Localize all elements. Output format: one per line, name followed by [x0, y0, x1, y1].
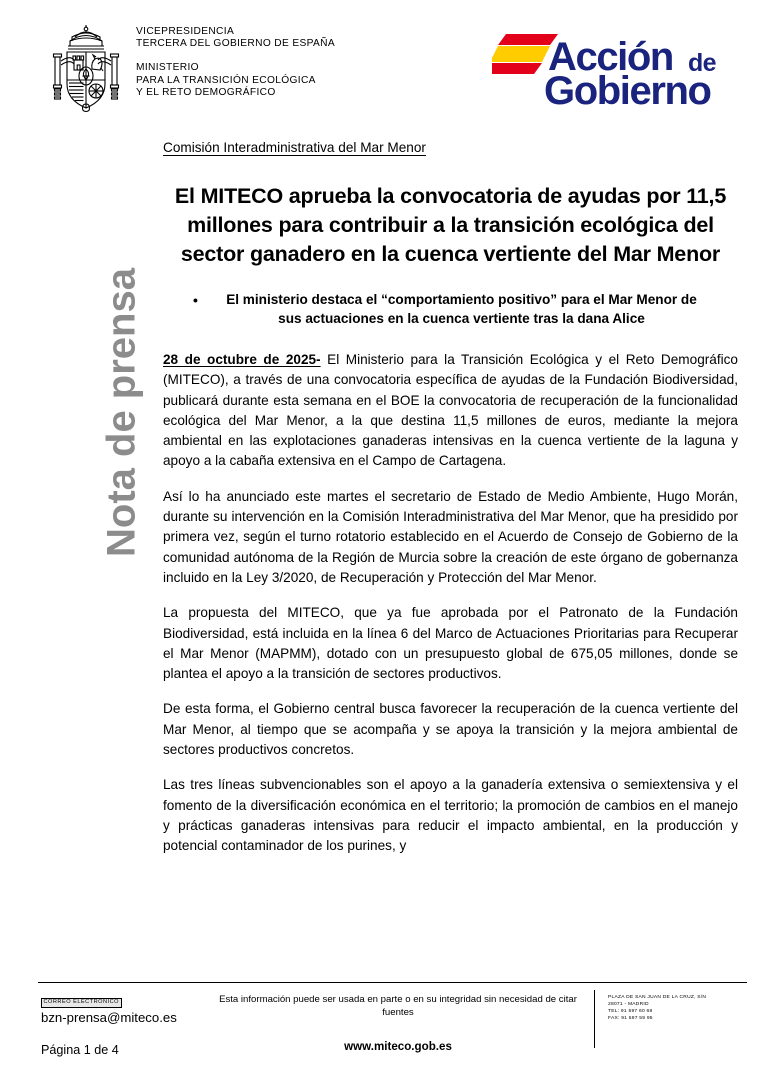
address-line: FAX: 91 597 59 95 — [608, 1016, 653, 1022]
body-paragraph: Así lo ha anunciado este martes el secretario de Estado de Medio Ambiente, Hugo Morán, durante su intervención en la Comisión Interadministrativa del Mar Menor, que ha presidido por primera vez, según el turno rotatorio establecido en el Acuerdo de Consejo de Gobierno de la comunidad autónoma de la Región de Murcia sobre la creación de este órgano de gobernanza incluido en la Ley 3/2020, de Recuperación y Protección del Mar Menor. — [163, 488, 738, 585]
svg-text:Acción: Acción — [548, 35, 673, 79]
footer-vertical-divider — [594, 990, 595, 1048]
ministry-line: MINISTERIO — [136, 62, 199, 74]
document-footer — [38, 990, 747, 1070]
ministry-line: PARA LA TRANSICIÓN ECOLÓGICA — [136, 74, 316, 86]
address-line: 28071 - MADRID — [608, 1002, 649, 1008]
footer-divider-rule — [38, 982, 747, 983]
accion-de-gobierno-logo — [492, 28, 747, 108]
ministry-line: VICEPRESIDENCIA — [136, 26, 235, 37]
vertical-nota-de-prensa-label: Nota de prensa — [99, 268, 144, 557]
kicker-subtitle: Comisión Interadministrativa del Mar Menor — [163, 140, 426, 155]
press-release-body — [163, 140, 738, 857]
page-number: Página 1 de 4 — [41, 1043, 119, 1057]
svg-text:Gobierno: Gobierno — [544, 69, 711, 108]
ministry-line: TERCERA DEL GOBIERNO DE ESPAÑA — [136, 38, 336, 50]
lead-paragraph — [163, 350, 738, 472]
page-title: El MITECO aprueba la convocatoria de ayudas por 11,5 millones para contribuir a la transición ecológica del sector ganadero en la cuenca vertiente del Mar Menor — [174, 184, 727, 266]
spain-coat-of-arms-icon — [44, 24, 128, 116]
ministry-line: Y EL RETO DEMOGRÁFICO — [136, 86, 276, 98]
highlight-bullet-list — [163, 291, 738, 328]
website-url[interactable]: www.miteco.gob.es — [344, 1040, 452, 1054]
dateline: 28 de octubre de 2025- — [163, 352, 321, 367]
svg-text:de: de — [688, 49, 716, 77]
body-paragraph: La propuesta del MITECO, que ya fue aprobada por el Patronato de la Fundación Biodiversidad, está incluida en la línea 6 del Marco de Actuaciones Prioritarias para Recuperar el Mar Menor (MAPMM), dotado con un presupuesto global de 675,05 millones, donde se plantea el apoyo a la transición de sectores productivos. — [163, 605, 738, 682]
address-line: TEL: 91 597 60 68 — [608, 1009, 653, 1015]
ministry-identification — [136, 26, 335, 99]
footer-usage-block — [218, 994, 578, 1053]
body-paragraph: De esta forma, el Gobierno central busca favorecer la recuperación de la cuenca vertiente del Mar Menor, al tiempo que se acompaña y se apoya la transición y la mejora ambiental de sectores productivos concretos. — [163, 701, 738, 758]
contact-email[interactable]: bzn-prensa@miteco.es — [41, 1010, 177, 1025]
footer-address-block — [608, 994, 768, 1022]
address-line: PLAZA DE SAN JUAN DE LA CRUZ, S/N — [608, 995, 707, 1000]
document-header — [38, 22, 747, 118]
body-paragraph: Las tres líneas subvencionables son el apoyo a la ganadería extensiva o semiextensiva y el fomento de la diversificación económica en el territorio; la promoción de cambios en el manejo y prácticas ganaderas intensivas para reducir el impacto ambiental, en la producción y potencial contaminador de los purines, y — [163, 777, 738, 854]
lead-paragraph-text: El Ministerio para la Transición Ecológica y el Reto Demográfico (MITECO), a través de una convocatoria específica de ayudas de la Fundación Biodiversidad, publicará durante esta semana en el BOE la convocatoria de recuperación de la funcionalidad ecológica del Mar Menor, a la que destina 11,5 millones de euros, mediante la mejora ambiental en las explotaciones ganaderas intensivas en la cuenca vertiente de la laguna y apoyo a la cabaña extensiva en el Campo de Cartagena. — [163, 352, 738, 469]
usage-note: Esta información puede ser usada en parte o en su integridad sin necesidad de citar fuentes — [219, 994, 577, 1018]
list-item: • El ministerio destaca el “comportamiento positivo” para el Mar Menor de sus actuaciones en la cuenca vertiente tras la dana Alice — [211, 291, 708, 328]
footer-contact-block — [41, 990, 241, 1058]
email-label-tag: CORREO ELECTRÓNICO — [41, 998, 122, 1008]
